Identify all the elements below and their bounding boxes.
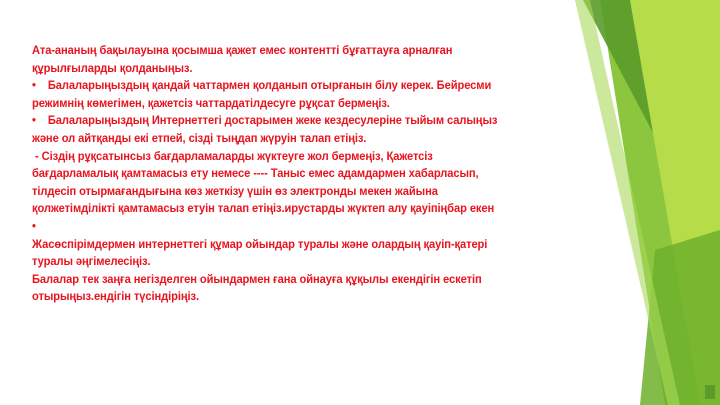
bullet-chats: • Балаларыңыздың қандай чаттармен қолданып отырғанын білу керек. Бейресми режимнің көмегімен, қажетсіз чаттардатілдесуге рұқсат бермеңіз. bbox=[32, 78, 495, 110]
bullet-meetings: • Балаларыңыздың Интернеттегі достарымен жеке кездесулеріне тыйым салыңыз және ол айтқанды екі етпей, сізді тыңдап жүруін талап етіңіз. bbox=[32, 113, 501, 145]
paragraph-legal-games: Балалар тек заңға негізделген ойындармен ғана ойнауға құқылы екендігін ескетіп отырыңыз.ендігін түсіндіріңіз. bbox=[32, 271, 485, 304]
paragraph-downloads: - Сіздің рұқсатынсыз бағдарламаларды жүктеуге жол бермеңіз, Қажетсіз бағдарламалық қамтамасыз ету немесе ---- Таныс емес адамдармен хабарласып, тілдесіп отырмағандығына көз жеткізу үшін өз электронды мекен жайына қолжетімділікті қамтамасыз етуін талап етіңіз.иpустаpды жүктеп алу қауiпiңбаp екен • bbox=[32, 148, 498, 233]
green-corner-mark bbox=[705, 385, 715, 399]
paragraph-intro: Ата-ананың бақылауына қосымша қажет емес контентті бұғаттауға арналған құрылғыларды қолданыңыз. bbox=[32, 43, 456, 75]
paragraph-gambling: Жасөспірімдермен интернеттегі құмар ойындар туралы және олардың қауіп-қатері туралы әңгімелесіңіз. bbox=[32, 236, 491, 269]
body-text bbox=[32, 42, 500, 306]
